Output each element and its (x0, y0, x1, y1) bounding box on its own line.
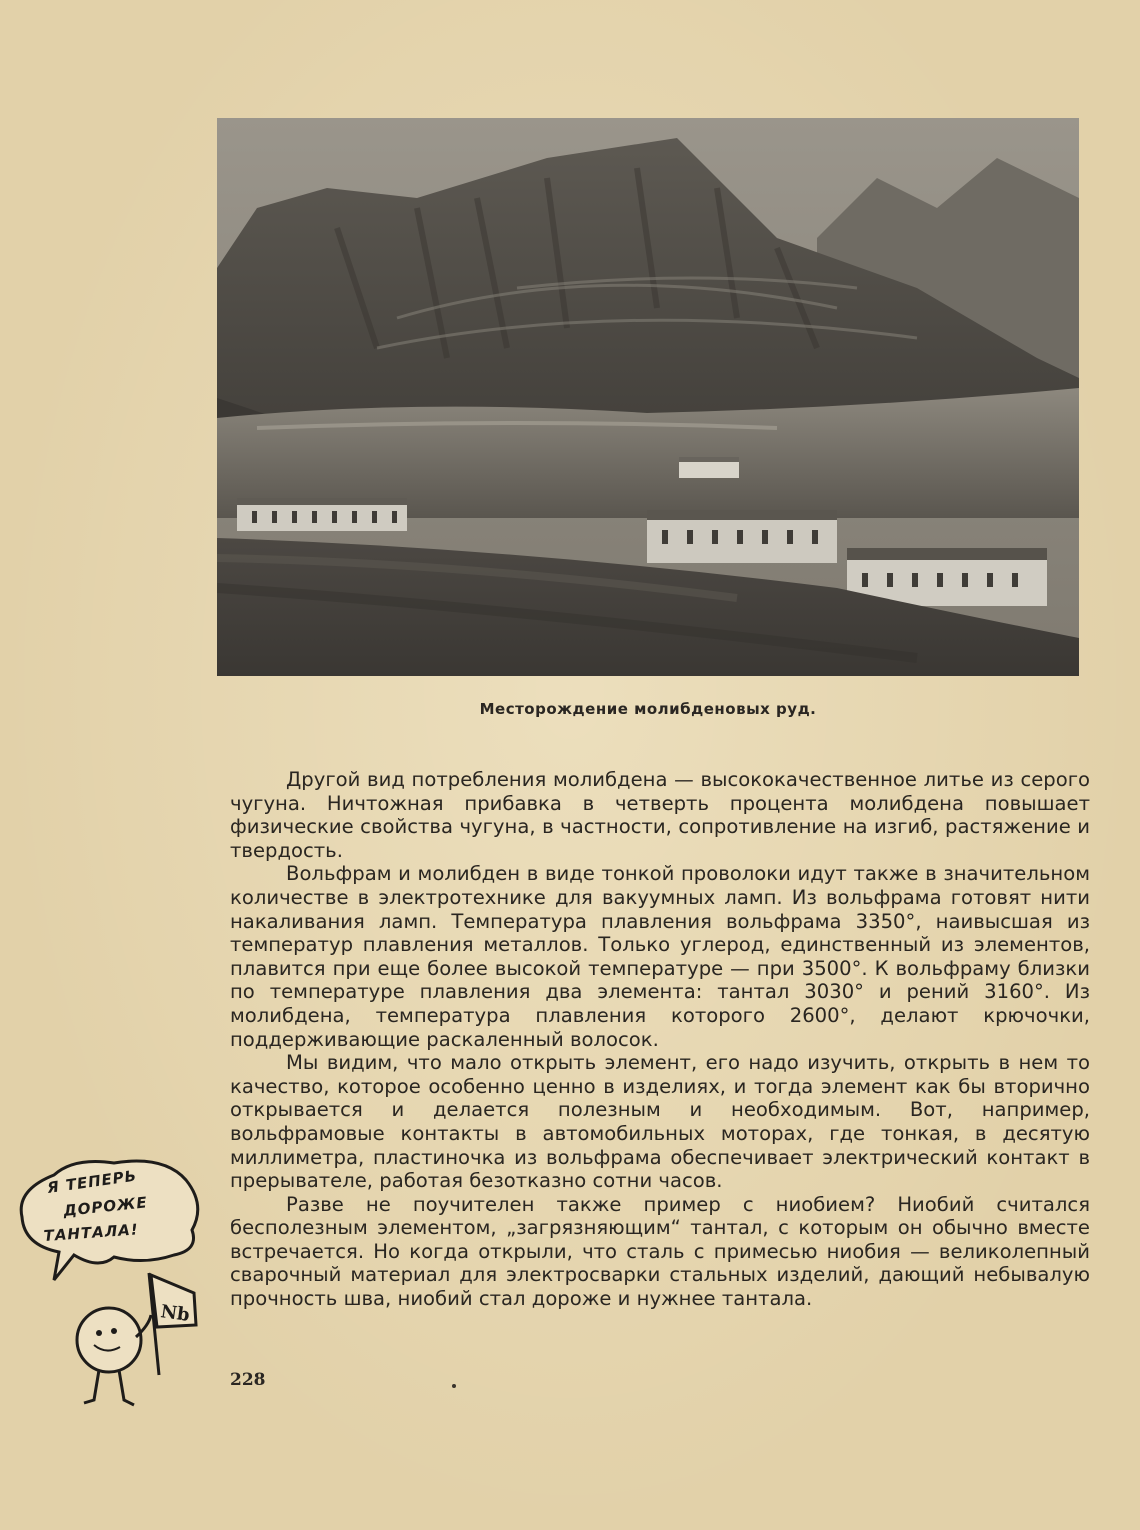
paragraph: Мы видим, что мало открыть элемент, его надо изучить, открыть в нем то качество, которое особенно ценно в изделиях, и тогда элемент как бы вторично открывается и делается полезным и необходимым. Вот, например, вольфрамовые контакты в автомобильных моторах, где тонкая, в десятую миллиметра, пластиночка из вольфрама обеспечивает электрический контакт в прерывателе, работая безотказно сотни часов. (230, 1051, 1090, 1193)
photo-caption: Месторождение молибденовых руд. (479, 700, 817, 718)
niobium-mascot-illustration (14, 1155, 214, 1415)
speech-text-line-3: ТАНТАЛА! (43, 1220, 140, 1245)
paragraph: Вольфрам и молибден в виде тонкой проволоки идут также в значительном количестве в электротехнике для вакуумных ламп. Из вольфрама готовят нити накаливания ламп. Температура плавления вольфрама 3350°, наивысшая из температур плавления металлов. Только углерод, единственный из элементов, плавится при еще более высокой температуре — при 3500°. К вольфраму близки по температуре плавления два элемента: тантал 3030° и рений 3160°. Из молибдена, температура плавления которого 2600°, делают крючочки, поддерживающие раскаленный волосок. (230, 862, 1090, 1051)
print-speck (452, 1384, 456, 1388)
paragraph: Другой вид потребления молибдена — высококачественное литье из серого чугуна. Ничтожная прибавка в четверть процента молибдена повышает физические свойства чугуна, в частности, сопротивление на изгиб, растяжение и твердость. (230, 768, 1090, 862)
speech-text-line-1: Я ТЕПЕРЬ (46, 1166, 139, 1197)
mascot-head (77, 1308, 141, 1372)
paragraph: Разве не поучителен также пример с ниобием? Ниобий считался бесполезным элементом, „загрязняющим“ тантал, с которым он обычно вместе встречается. Но когда открыли, что сталь с примесью ниобия — великолепный сварочный материал для электросварки стальных изделий, дающий небывалую прочность шва, ниобий стал дороже и нужнее тантала. (230, 1192, 1090, 1311)
flag-label: Nb (159, 1301, 191, 1326)
speech-text-line-2: ДОРОЖЕ (62, 1193, 149, 1220)
page-number: 228 (230, 1370, 266, 1390)
mine-photograph (217, 118, 1079, 676)
body-text (230, 768, 1090, 1311)
mountain-landscape-image (217, 118, 1079, 676)
